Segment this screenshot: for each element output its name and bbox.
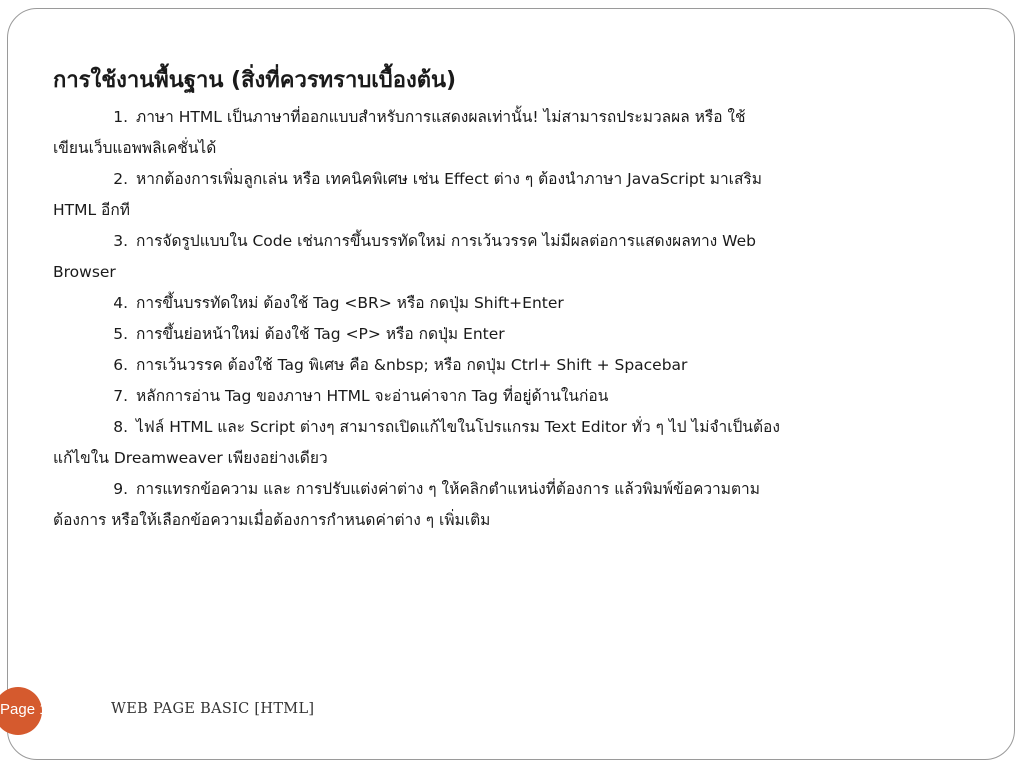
item-text: การจัดรูปแบบใน Code เช่นการขึ้นบรรทัดใหม่ การเว้นวรรค ไม่มีผลต่อการแสดงผลทาง Web [136, 232, 756, 250]
item-continuation: เขียนเว็บแอพพลิเคชั่นได้ [53, 139, 217, 157]
item-number: 5. [113, 325, 128, 343]
footer-title: WEB PAGE BASIC [HTML] [111, 701, 315, 717]
list-item-4 [53, 288, 983, 319]
list-item-7 [53, 381, 983, 412]
item-continuation: ต้องการ หรือให้เลือกข้อความเมื่อต้องการกำหนดค่าต่าง ๆ เพิ่มเติม [53, 511, 491, 529]
item-continuation: แก้ไขใน Dreamweaver เพียงอย่างเดียว [53, 449, 328, 467]
item-text: การขึ้นบรรทัดใหม่ ต้องใช้ Tag <BR> หรือ กดปุ่ม Shift+Enter [136, 294, 564, 312]
list-item-1 [53, 102, 983, 164]
item-text: หากต้องการเพิ่มลูกเล่น หรือ เทคนิคพิเศษ เช่น Effect ต่าง ๆ ต้องนำภาษา JavaScript มาเสริม [136, 170, 762, 188]
item-text: การแทรกข้อความ และ การปรับแต่งค่าต่าง ๆ ให้คลิกตำแหน่งที่ต้องการ แล้วพิมพ์ข้อความตาม [136, 480, 760, 498]
item-number: 8. [113, 418, 128, 436]
list-item-6 [53, 350, 983, 381]
page-number-label: Page 11 [0, 701, 55, 718]
item-number: 1. [113, 108, 128, 126]
item-number: 4. [113, 294, 128, 312]
item-text: ไฟล์ HTML และ Script ต่างๆ สามารถเปิดแก้ไขในโปรแกรม Text Editor ทั่ว ๆ ไป ไม่จำเป็นต้อง [136, 418, 780, 436]
list-item-8 [53, 412, 983, 474]
list-item-9 [53, 474, 983, 536]
list-item-3 [53, 226, 983, 288]
item-number: 2. [113, 170, 128, 188]
item-text: การขึ้นย่อหน้าใหม่ ต้องใช้ Tag <P> หรือ กดปุ่ม Enter [136, 325, 505, 343]
item-continuation: Browser [53, 263, 116, 281]
list-item-5 [53, 319, 983, 350]
item-number: 6. [113, 356, 128, 374]
slide-heading: การใช้งานพื้นฐาน (สิ่งที่ควรทราบเบื้องต้น) [53, 68, 457, 93]
slide-content [53, 64, 983, 536]
item-number: 7. [113, 387, 128, 405]
item-text: หลักการอ่าน Tag ของภาษา HTML จะอ่านค่าจาก Tag ที่อยู่ด้านในก่อน [136, 387, 609, 405]
item-continuation: HTML อีกที [53, 201, 130, 219]
item-number: 3. [113, 232, 128, 250]
list-item-2 [53, 164, 983, 226]
item-text: การเว้นวรรค ต้องใช้ Tag พิเศษ คือ &nbsp; หรือ กดปุ่ม Ctrl+ Shift + Spacebar [136, 356, 688, 374]
item-number: 9. [113, 480, 128, 498]
item-text: ภาษา HTML เป็นภาษาที่ออกแบบสำหรับการแสดงผลเท่านั้น! ไม่สามารถประมวลผล หรือ ใช้ [136, 108, 746, 126]
